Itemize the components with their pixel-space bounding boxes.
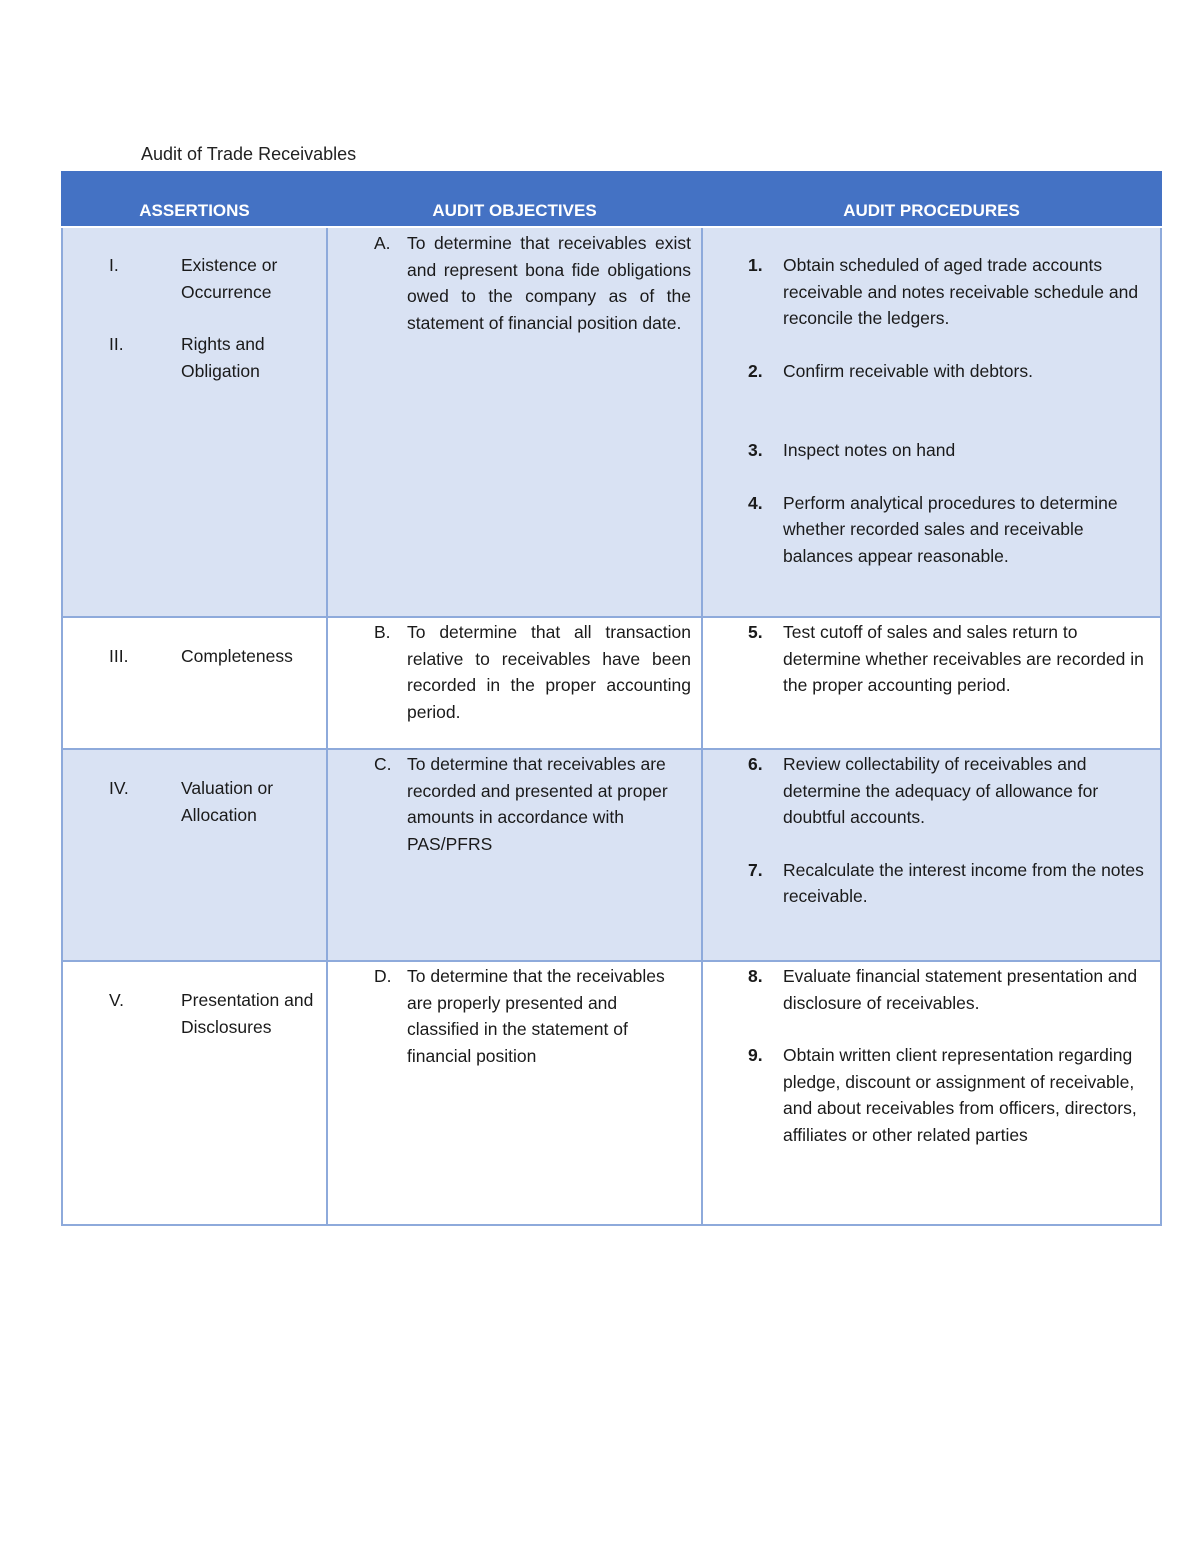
objective-text: To determine that receivables are recorded and presented at proper amounts in accordance with PAS/PFRS xyxy=(407,754,668,854)
procedure-item xyxy=(703,857,1160,910)
procedure-item xyxy=(703,619,1160,699)
assertion-text: Presentation and Disclosures xyxy=(181,990,314,1037)
procedure-item xyxy=(703,751,1160,831)
assertions-cell xyxy=(62,749,327,961)
procedures-cell xyxy=(702,749,1161,961)
audit-table xyxy=(61,171,1162,1226)
procedures-cell xyxy=(702,617,1161,749)
objective-cell xyxy=(327,749,702,961)
procedure-text: Evaluate financial statement presentation and disclosure of receivables. xyxy=(783,966,1138,1013)
procedure-number: 6. xyxy=(748,754,763,774)
assertion-item xyxy=(63,252,326,305)
procedure-text: Obtain written client representation regarding pledge, discount or assignment of receivable, and about receivables from officers, directors, affiliates or other related parties xyxy=(783,1045,1137,1145)
procedure-number: 3. xyxy=(748,440,763,460)
objective-item xyxy=(328,750,701,857)
procedure-number: 2. xyxy=(748,360,763,381)
objective-letter: A. xyxy=(374,233,391,253)
header-audit-objectives: AUDIT OBJECTIVES xyxy=(327,172,702,227)
objective-text: To determine that receivables exist and represent bona fide obligations owed to the company as of the statement of financial position date. xyxy=(407,233,691,333)
procedure-text: Confirm receivable with debtors. xyxy=(783,360,1033,381)
procedure-number: 8. xyxy=(748,966,763,986)
procedure-text: Recalculate the interest income from the notes receivable. xyxy=(783,859,1144,906)
assertion-number: I. xyxy=(109,255,119,275)
assertion-item xyxy=(63,331,326,384)
procedure-item xyxy=(703,490,1160,570)
procedure-text: Perform analytical procedures to determine whether recorded sales and receivable balances appear reasonable. xyxy=(783,492,1118,566)
table-row xyxy=(62,961,1161,1225)
procedure-number: 7. xyxy=(748,859,763,880)
assertion-text: Existence or Occurrence xyxy=(181,255,278,302)
procedure-number: 9. xyxy=(748,1045,763,1065)
objective-item xyxy=(328,228,701,336)
procedures-cell xyxy=(702,227,1161,617)
procedure-item xyxy=(703,437,1160,464)
objective-text: To determine that the receivables are properly presented and classified in the statement of financial position xyxy=(407,966,665,1066)
objective-item xyxy=(328,618,701,725)
assertion-item xyxy=(63,775,326,828)
assertions-cell xyxy=(62,961,327,1225)
table-row xyxy=(62,227,1161,617)
assertion-text: Completeness xyxy=(181,646,293,666)
procedure-item xyxy=(703,358,1160,385)
document-title: Audit of Trade Receivables xyxy=(141,144,357,164)
assertions-cell xyxy=(62,227,327,617)
objective-letter: C. xyxy=(374,754,392,774)
procedure-text: Test cutoff of sales and sales return to determine whether receivables are recorded in the proper accounting period. xyxy=(783,622,1144,695)
assertion-item xyxy=(63,643,326,670)
objective-item xyxy=(328,962,701,1069)
header-audit-procedures: AUDIT PROCEDURES xyxy=(702,172,1161,227)
table-row xyxy=(62,617,1161,749)
objective-letter: B. xyxy=(374,622,391,642)
procedure-text: Inspect notes on hand xyxy=(783,440,956,460)
assertion-text: Valuation or Allocation xyxy=(181,778,274,825)
procedure-item xyxy=(703,252,1160,332)
procedure-number: 1. xyxy=(748,255,763,275)
procedure-number: 5. xyxy=(748,622,763,642)
assertion-number: V. xyxy=(109,990,124,1010)
procedure-item xyxy=(703,963,1160,1016)
assertion-text: Rights and Obligation xyxy=(181,334,265,381)
procedure-text: Obtain scheduled of aged trade accounts receivable and notes receivable schedule and reconcile the ledgers. xyxy=(783,255,1139,328)
table-row xyxy=(62,749,1161,961)
procedure-item xyxy=(703,1042,1160,1148)
assertions-cell xyxy=(62,617,327,749)
objective-cell xyxy=(327,617,702,749)
procedure-text: Review collectability of receivables and determine the adequacy of allowance for doubtful accounts. xyxy=(783,754,1099,827)
table-header-row xyxy=(62,172,1161,227)
objective-cell xyxy=(327,961,702,1225)
assertion-number: IV. xyxy=(109,778,129,798)
procedure-number: 4. xyxy=(748,492,763,513)
objective-cell xyxy=(327,227,702,617)
assertion-item xyxy=(63,987,326,1040)
assertion-number: III. xyxy=(109,646,129,666)
objective-text: To determine that all transaction relative to receivables have been recorded in the proper accounting period. xyxy=(407,622,691,722)
procedures-cell xyxy=(702,961,1161,1225)
objective-letter: D. xyxy=(374,966,392,986)
assertion-number: II. xyxy=(109,334,124,354)
header-assertions: ASSERTIONS xyxy=(62,172,327,227)
